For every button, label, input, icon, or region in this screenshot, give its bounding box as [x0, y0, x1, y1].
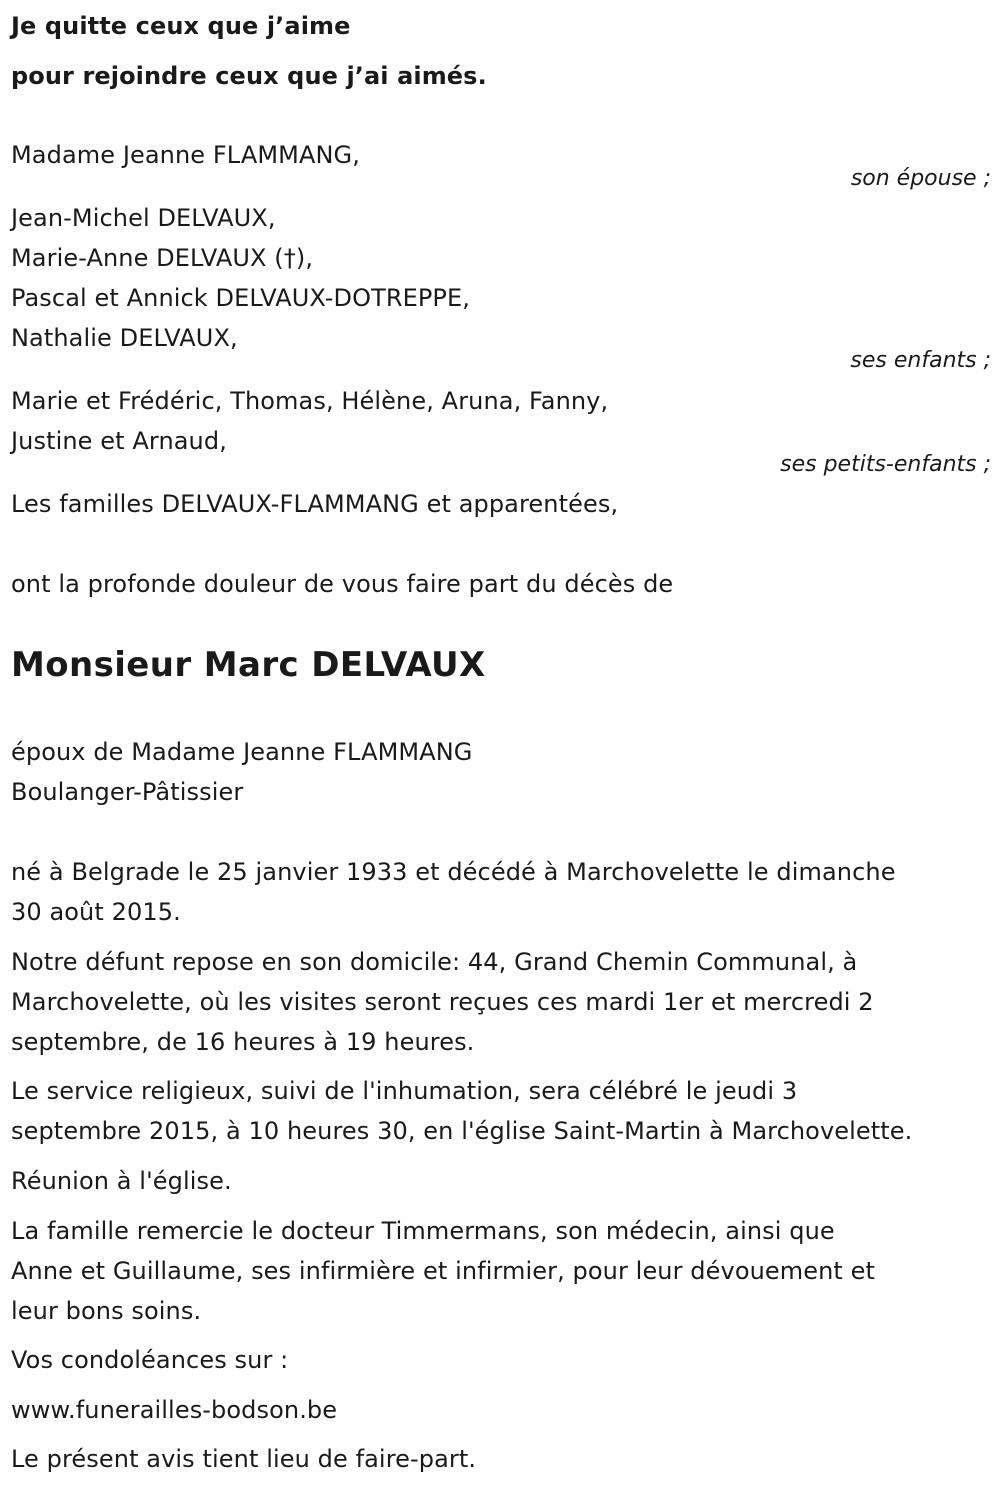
announcement-line: ont la profonde douleur de vous faire part du décès de [11, 570, 674, 598]
child-3: Pascal et Annick DELVAUX-DOTREPPE, [11, 284, 471, 312]
child-2: Marie-Anne DELVAUX (†), [11, 244, 314, 272]
service-line-2: septembre 2015, à 10 heures 30, en l'église Saint-Martin à Marchovelette. [11, 1117, 913, 1145]
grandchildren-role: ses petits-enfants ; [780, 452, 991, 477]
child-4: Nathalie DELVAUX, [11, 324, 238, 352]
thanks-line-3: leur bons soins. [11, 1297, 202, 1325]
thanks-line-2: Anne et Guillaume, ses infirmière et infirmier, pour leur dévouement et [11, 1257, 876, 1285]
spouse-role: son épouse ; [850, 166, 991, 191]
spouse-name: Madame Jeanne FLAMMANG, [11, 141, 360, 169]
service-line-1: Le service religieux, suivi de l'inhumation, sera célébré le jeudi 3 [11, 1077, 798, 1105]
children-role: ses enfants ; [850, 348, 991, 373]
website-link[interactable]: www.funerailles-bodson.be [11, 1396, 338, 1424]
rest-line-3: septembre, de 16 heures à 19 heures. [11, 1028, 475, 1056]
families-line: Les familles DELVAUX-FLAMMANG et apparentées, [11, 490, 619, 518]
meeting-line: Réunion à l'église. [11, 1167, 232, 1195]
birth-line-1: né à Belgrade le 25 janvier 1933 et décédé à Marchovelette le dimanche [11, 858, 896, 886]
child-1: Jean-Michel DELVAUX, [11, 204, 276, 232]
grandchildren-line-2: Justine et Arnaud, [11, 427, 227, 455]
quote-line-1: Je quitte ceux que j’aime [11, 12, 351, 40]
rest-line-2: Marchovelette, où les visites seront reçues ces mardi 1er et mercredi 2 [11, 988, 874, 1016]
condolences-label: Vos condoléances sur : [11, 1346, 289, 1374]
spouse-of-line: époux de Madame Jeanne FLAMMANG [11, 738, 473, 766]
thanks-line-1: La famille remercie le docteur Timmermans, son médecin, ainsi que [11, 1217, 835, 1245]
quote-line-2: pour rejoindre ceux que j’ai aimés. [11, 62, 487, 90]
notice-line: Le présent avis tient lieu de faire-part. [11, 1445, 477, 1473]
profession-line: Boulanger-Pâtissier [11, 778, 244, 806]
deceased-name: Monsieur Marc DELVAUX [11, 645, 486, 685]
grandchildren-line-1: Marie et Frédéric, Thomas, Hélène, Aruna, Fanny, [11, 387, 609, 415]
rest-line-1: Notre défunt repose en son domicile: 44, Grand Chemin Communal, à [11, 948, 858, 976]
birth-line-2: 30 août 2015. [11, 898, 181, 926]
